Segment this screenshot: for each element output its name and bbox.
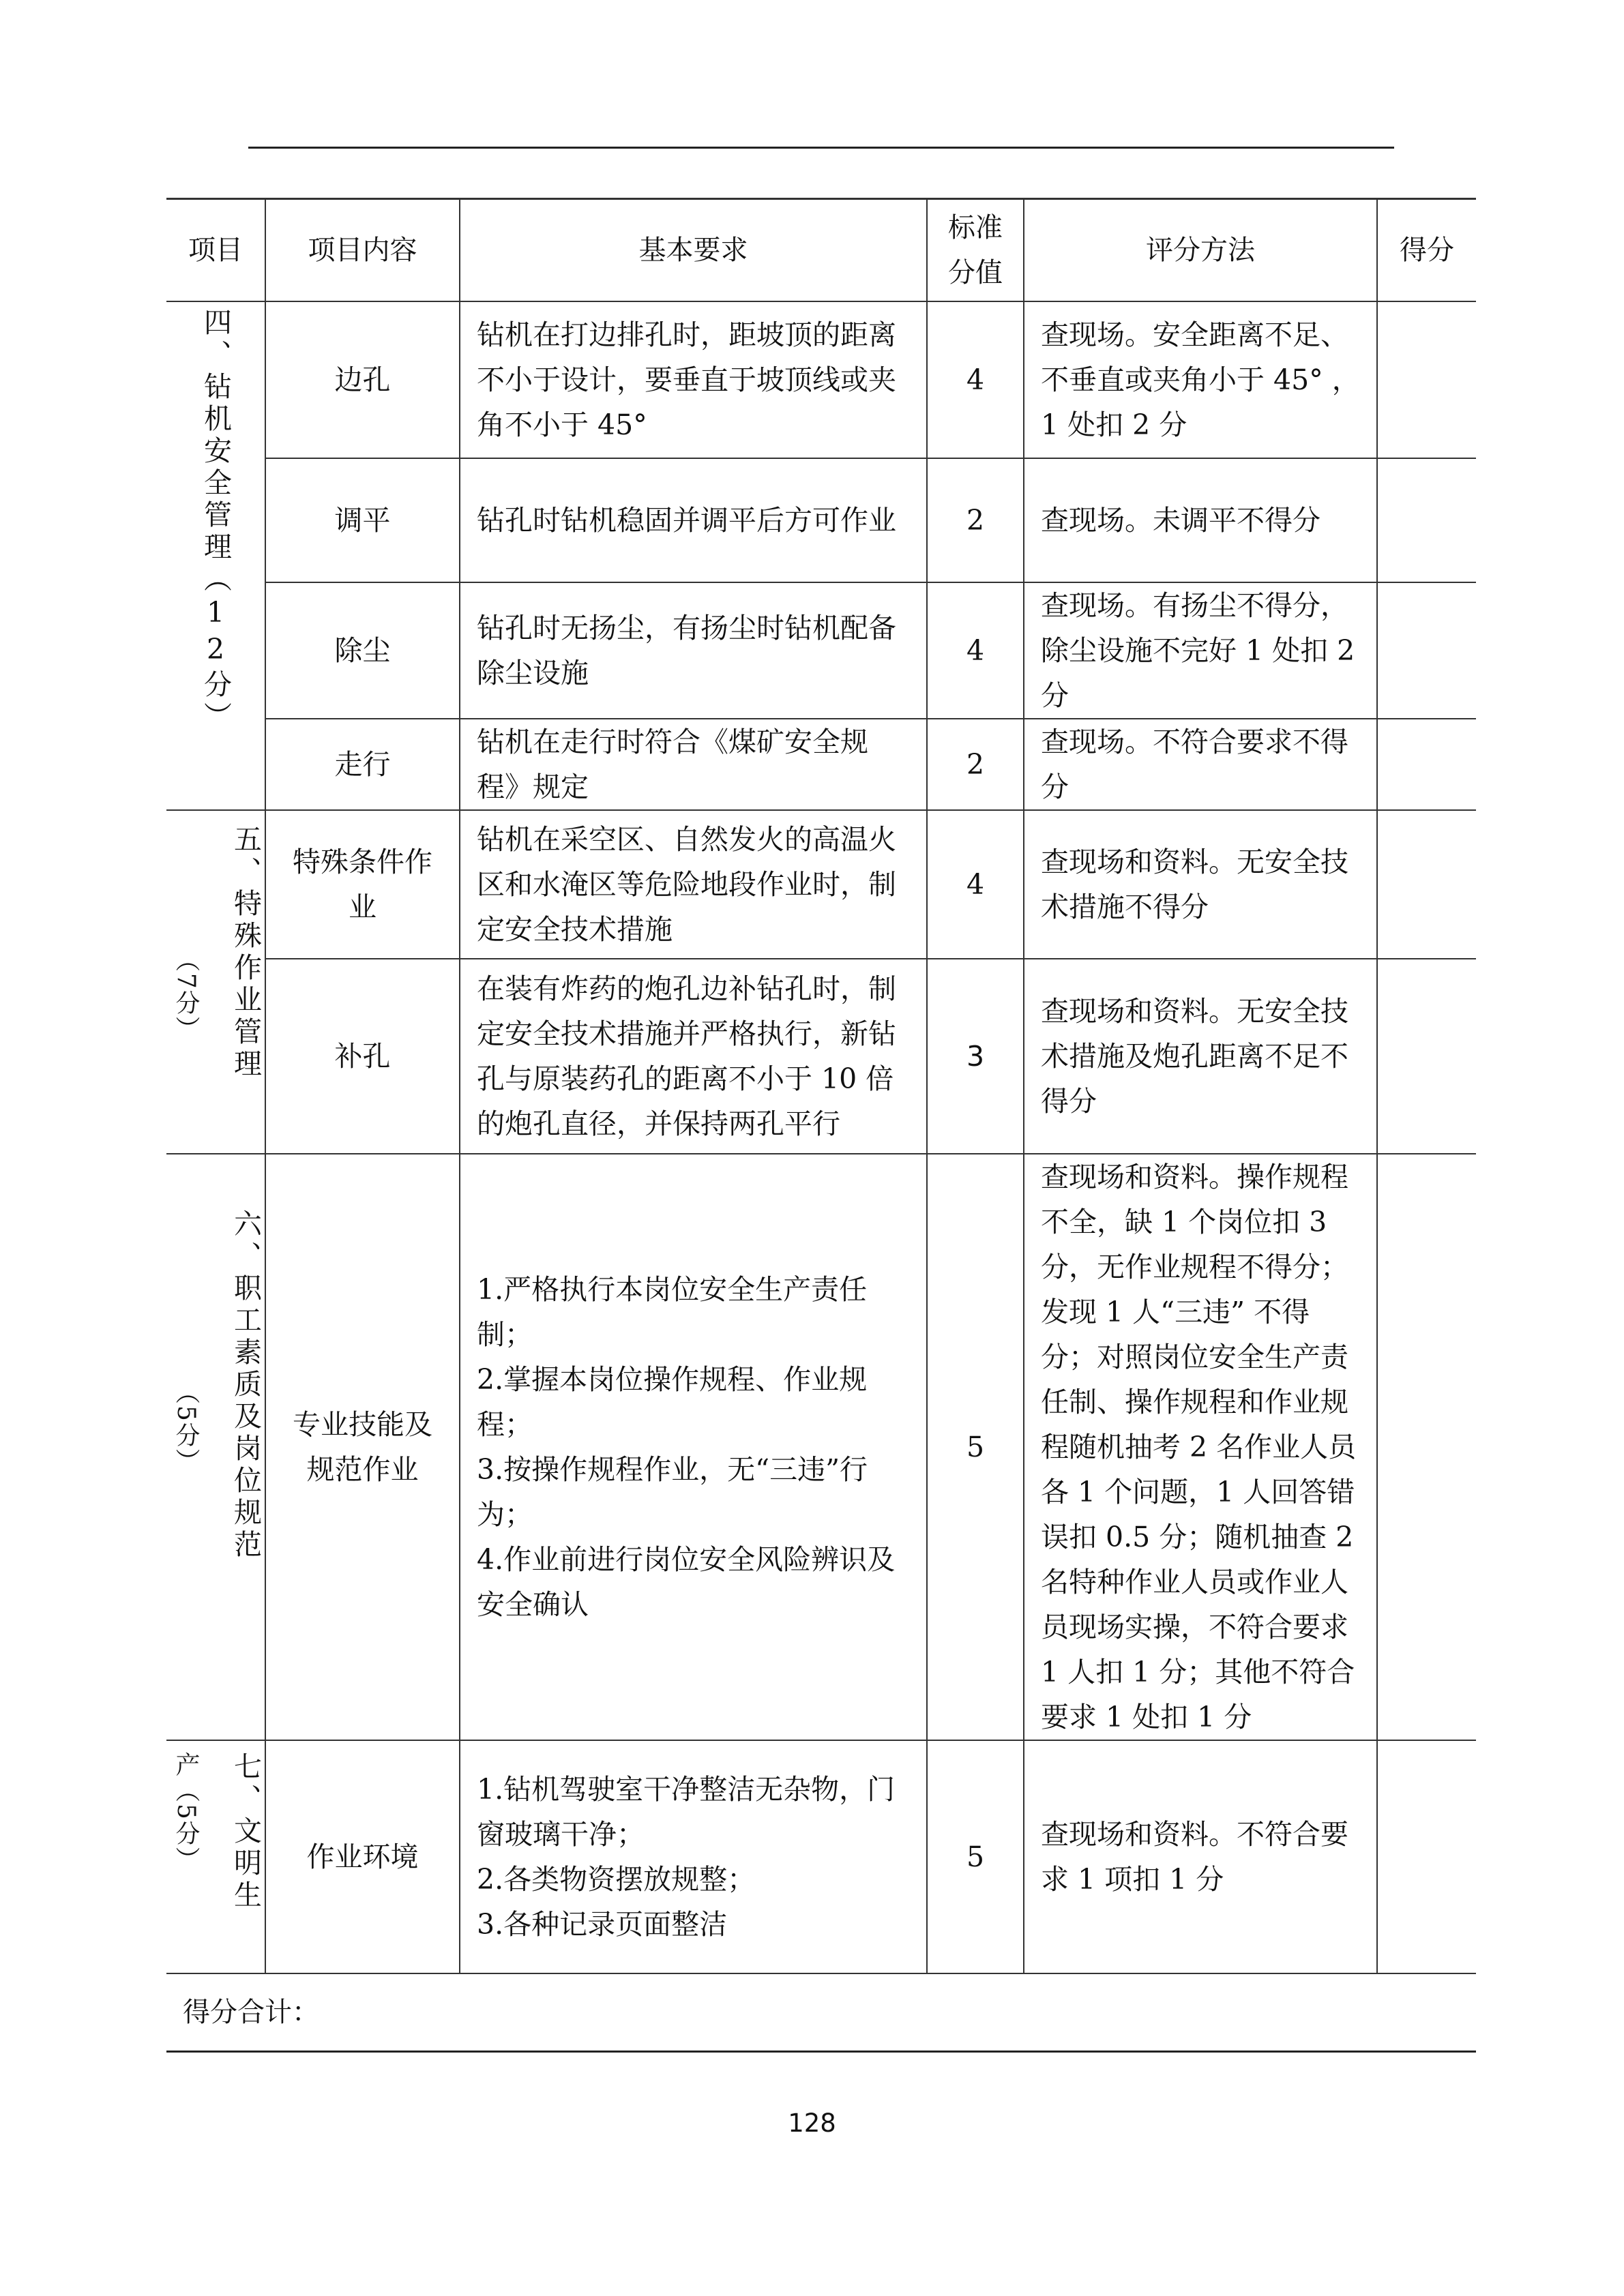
category-cell	[166, 810, 265, 1154]
requirement-line: 2.各类物资摆放规整；	[477, 1863, 756, 1896]
header-method: 评分方法	[1024, 199, 1377, 302]
score-cell	[1377, 458, 1476, 582]
total-row	[166, 1973, 1476, 2052]
standard-score-cell: 4	[927, 301, 1024, 458]
category-label: 六、职工素质及岗位规范	[229, 1209, 262, 1562]
table-row	[166, 582, 1476, 719]
method-cell: 查现场和资料。不符合要求 1 项扣 1 分	[1024, 1740, 1377, 1973]
category-cell	[166, 301, 265, 810]
method-cell: 查现场和资料。操作规程不全，缺 1 个岗位扣 3 分，无作业规程不得分；发现 1 人“三违” 不得分；对照岗位安全生产责任制、操作规程和作业规程随机抽考 2 名作业人员各 1 个问题，1 人回答错误扣 0.5 分；随机抽查 2 名特种作业人员或作业人员现场实操，不符合要求 1 人扣 1 分；其他不符合要求 1 处扣 1 分	[1024, 1154, 1377, 1740]
standard-score-cell: 4	[927, 582, 1024, 719]
score-cell	[1377, 301, 1476, 458]
method-cell: 查现场和资料。无安全技术措施及炮孔距离不足不得分	[1024, 959, 1377, 1154]
requirement-line: 4.作业前进行岗位安全风险辨识及安全确认	[477, 1543, 896, 1621]
category-wrap	[166, 1752, 265, 1912]
standard-score-cell: 3	[927, 959, 1024, 1154]
requirement-line: 3.按操作规程作业，无“三违”行为；	[477, 1453, 868, 1531]
method-cell: 查现场。未调平不得分	[1024, 458, 1377, 582]
method-cell: 查现场。不符合要求不得分	[1024, 719, 1377, 810]
content-cell: 特殊条件作业	[265, 810, 460, 959]
score-cell	[1377, 810, 1476, 959]
content-cell: 专业技能及规范作业	[265, 1154, 460, 1740]
header-row	[166, 199, 1476, 302]
table-row	[166, 959, 1476, 1154]
header-item: 项目	[166, 199, 265, 302]
category-wrap	[166, 824, 265, 1081]
table-row	[166, 719, 1476, 810]
category-label: 四、钻机安全管理（12分）	[199, 308, 232, 734]
category-wrap	[166, 1209, 265, 1562]
table-row	[166, 1740, 1476, 1973]
table-row	[166, 1154, 1476, 1740]
page-number: 128	[788, 2108, 836, 2138]
header-standard-score-text: 标准分值	[948, 212, 1003, 288]
requirement-cell: 钻机在走行时符合《煤矿安全规程》规定	[460, 719, 927, 810]
requirement-cell: 在装有炸药的炮孔边补钻孔时，制定安全技术措施并严格执行，新钻孔与原装药孔的距离不小于 10 倍的炮孔直径，并保持两孔平行	[460, 959, 927, 1154]
content-cell: 除尘	[265, 582, 460, 719]
requirement-line: 1.钻机驾驶室干净整洁无杂物，门窗玻璃干净；	[477, 1773, 896, 1851]
header-standard-score	[927, 199, 1024, 302]
header-score: 得分	[1377, 199, 1476, 302]
score-cell	[1377, 1154, 1476, 1740]
category-side-label: （7分）	[172, 947, 200, 1042]
category-cell	[166, 1740, 265, 1973]
standard-score-cell: 2	[927, 719, 1024, 810]
content-cell: 走行	[265, 719, 460, 810]
standard-score-cell: 4	[927, 810, 1024, 959]
requirement-cell: 钻孔时无扬尘，有扬尘时钻机配备除尘设施	[460, 582, 927, 719]
standard-score-cell: 5	[927, 1740, 1024, 1973]
requirement-cell: 钻机在采空区、自然发火的高温火区和水淹区等危险地段作业时，制定安全技术措施	[460, 810, 927, 959]
category-side-label: 产（5分）	[172, 1752, 200, 1873]
content-cell: 调平	[265, 458, 460, 582]
requirement-line: 1.严格执行本岗位安全生产责任制；	[477, 1273, 868, 1351]
header-rule	[248, 147, 1394, 149]
table-row	[166, 301, 1476, 458]
table-row	[166, 810, 1476, 959]
score-cell	[1377, 959, 1476, 1154]
content-cell: 边孔	[265, 301, 460, 458]
standard-score-cell: 2	[927, 458, 1024, 582]
category-cell	[166, 1154, 265, 1740]
score-cell	[1377, 1740, 1476, 1973]
table-row	[166, 458, 1476, 582]
requirement-cell	[460, 1740, 927, 1973]
header-requirement: 基本要求	[460, 199, 927, 302]
category-label: 五、特殊作业管理	[229, 824, 262, 1081]
score-cell	[1377, 582, 1476, 719]
total-label: 得分合计：	[166, 1973, 1476, 2052]
category-side-label: （5分）	[172, 1380, 200, 1474]
requirement-cell	[460, 1154, 927, 1740]
requirement-cell: 钻机在打边排孔时，距坡顶的距离不小于设计，要垂直于坡顶线或夹角不小于 45°	[460, 301, 927, 458]
method-cell: 查现场。安全距离不足、不垂直或夹角小于 45° ，1 处扣 2 分	[1024, 301, 1377, 458]
standard-score-cell: 5	[927, 1154, 1024, 1740]
content-cell: 作业环境	[265, 1740, 460, 1973]
requirement-line: 3.各种记录页面整洁	[477, 1908, 728, 1941]
requirement-line: 2.掌握本岗位操作规程、作业规程；	[477, 1363, 868, 1441]
requirement-cell: 钻孔时钻机稳固并调平后方可作业	[460, 458, 927, 582]
header-content: 项目内容	[265, 199, 460, 302]
score-cell	[1377, 719, 1476, 810]
method-cell: 查现场。有扬尘不得分，除尘设施不完好 1 处扣 2 分	[1024, 582, 1377, 719]
content-cell: 补孔	[265, 959, 460, 1154]
scoring-table	[166, 198, 1476, 2053]
category-label: 七、文明生	[229, 1752, 262, 1912]
method-cell: 查现场和资料。无安全技术措施不得分	[1024, 810, 1377, 959]
